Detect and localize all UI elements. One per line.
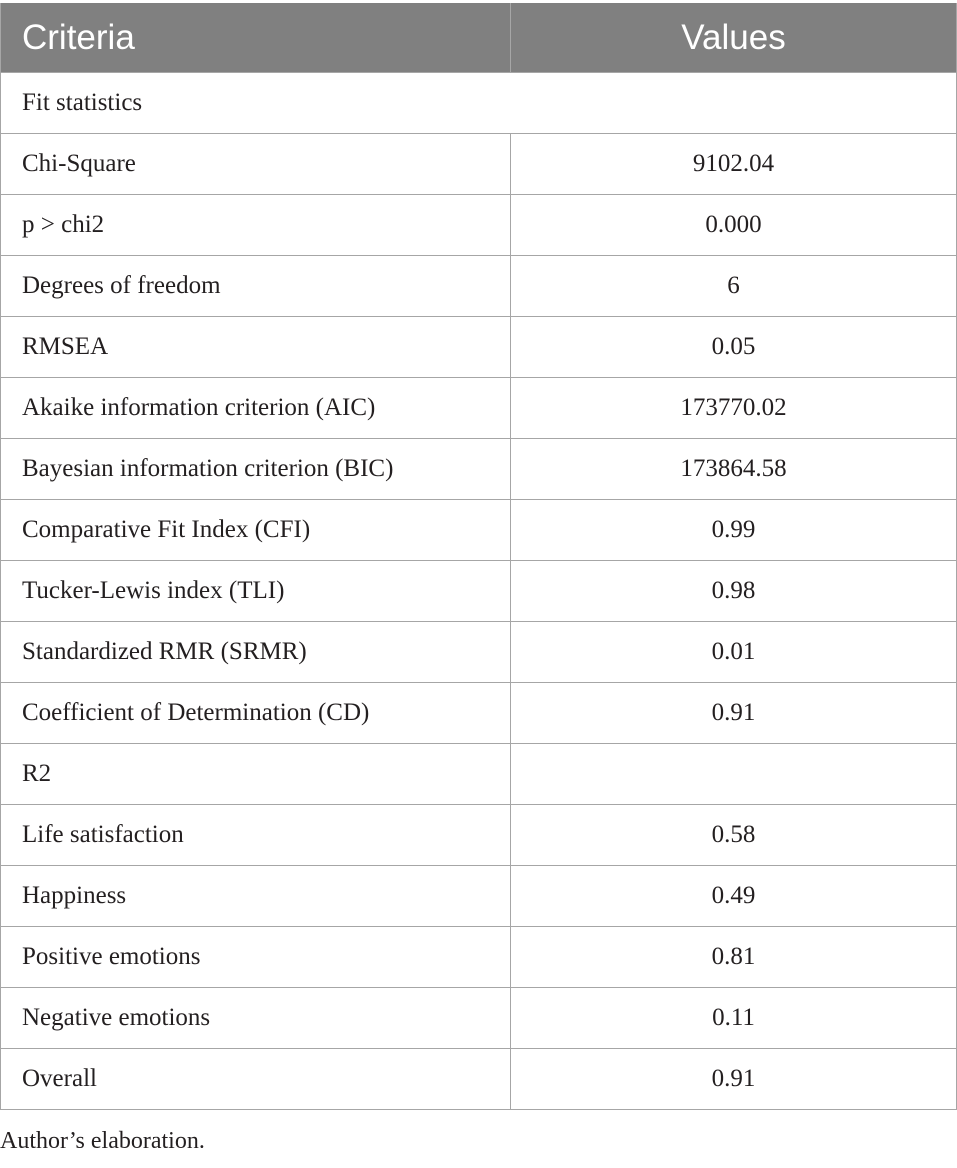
row-value: 0.91 [511, 683, 957, 744]
row-label: Standardized RMR (SRMR) [1, 622, 511, 683]
row-value: 0.49 [511, 866, 957, 927]
row-value: 173864.58 [511, 439, 957, 500]
table-row [1, 805, 957, 866]
row-label: Comparative Fit Index (CFI) [1, 500, 511, 561]
table-row [1, 683, 957, 744]
row-label: Happiness [1, 866, 511, 927]
row-value: 0.99 [511, 500, 957, 561]
row-label: Akaike information criterion (AIC) [1, 378, 511, 439]
table-row [1, 927, 957, 988]
row-value: 0.98 [511, 561, 957, 622]
row-label: Tucker-Lewis index (TLI) [1, 561, 511, 622]
header-criteria: Criteria [1, 3, 511, 73]
row-value: 0.000 [511, 195, 957, 256]
table-row [1, 378, 957, 439]
table-row [1, 1049, 957, 1110]
table-row [1, 561, 957, 622]
row-value: 0.58 [511, 805, 957, 866]
row-value: 0.05 [511, 317, 957, 378]
table-row [1, 500, 957, 561]
row-label: Positive emotions [1, 927, 511, 988]
row-value: 0.91 [511, 1049, 957, 1110]
section-row-r2 [1, 744, 957, 805]
row-value: 9102.04 [511, 134, 957, 195]
row-value: 0.01 [511, 622, 957, 683]
row-label: Degrees of freedom [1, 256, 511, 317]
table-row [1, 866, 957, 927]
row-label: p > chi2 [1, 195, 511, 256]
header-values: Values [511, 3, 957, 73]
row-label: Chi-Square [1, 134, 511, 195]
row-label: Negative emotions [1, 988, 511, 1049]
row-label: Bayesian information criterion (BIC) [1, 439, 511, 500]
row-value: 173770.02 [511, 378, 957, 439]
fit-statistics-table-wrapper [0, 3, 956, 1110]
table-row [1, 988, 957, 1049]
row-value: 0.11 [511, 988, 957, 1049]
table-row [1, 622, 957, 683]
table-footnote: Author’s elaboration. [0, 1128, 205, 1154]
section-label: R2 [1, 744, 511, 805]
table-header-row [1, 3, 957, 73]
table-row [1, 134, 957, 195]
table-row [1, 317, 957, 378]
row-label: RMSEA [1, 317, 511, 378]
section-row-fit-statistics [1, 73, 957, 134]
table-row [1, 195, 957, 256]
row-label: Overall [1, 1049, 511, 1110]
table-row [1, 439, 957, 500]
row-value: 6 [511, 256, 957, 317]
row-value: 0.81 [511, 927, 957, 988]
row-label: Life satisfaction [1, 805, 511, 866]
table-row [1, 256, 957, 317]
section-label: Fit statistics [1, 73, 957, 134]
empty-cell [511, 744, 957, 805]
row-label: Coefficient of Determination (CD) [1, 683, 511, 744]
fit-statistics-table [0, 3, 957, 1110]
